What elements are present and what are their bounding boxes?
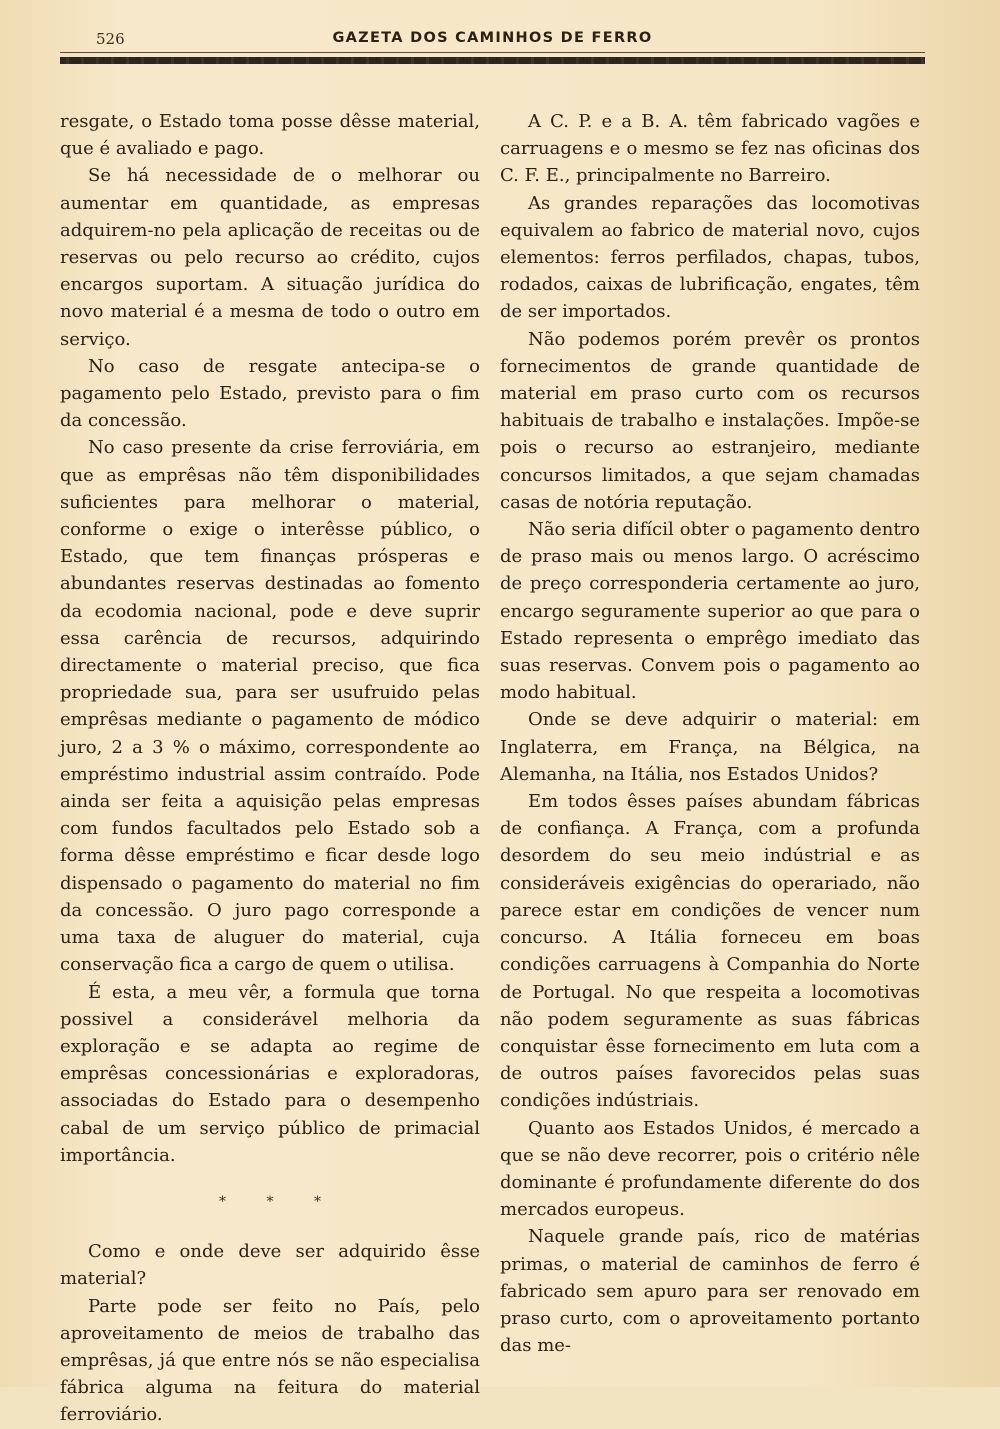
paragraph: Não podemos porém prevêr os prontos fornecimentos de grande quantidade de material em praso curto com os recursos habituais de trabalho e instalações. Impõe-se pois o recurso ao estranjeiro, mediante concursos limitados, a que sejam chamadas casas de notória reputação. xyxy=(500,328,920,513)
paragraph: A C. P. e a B. A. têm fabricado vagões e carruagens e o mesmo se fez nas oficinas dos C. F. E., principalmente no Barreiro. xyxy=(500,111,920,187)
left-column xyxy=(60,108,480,1429)
paragraph: Quanto aos Estados Unidos, é mercado a que se não deve recorrer, pois o critério nêle dominante é profundamente diferente do dos mercados europeus. xyxy=(500,1117,920,1221)
paragraph: Se há necessidade de o melhorar ou aumentar em quantidade, as empresas adquirem-no pela aplicação de receitas ou de reservas ou pelo recurso ao crédito, cujos encargos suportam. A situação jurídica do novo material é a mesma de todo o outro em serviço. xyxy=(60,165,480,350)
page-number: 526 xyxy=(96,30,125,48)
section-separator: * * * xyxy=(219,1193,339,1210)
paragraph: É esta, a meu vêr, a formula que torna possivel a considerável melhoria da exploração e se adapta ao regime de emprêsas concessionárias e exploradoras, associadas do Estado para o desempenho cabal de um serviço público de primacial importância. xyxy=(60,981,480,1166)
running-title: GAZETA DOS CAMINHOS DE FERRO xyxy=(332,30,653,46)
paragraph: Onde se deve adquirir o material: em Inglaterra, em França, na Bélgica, na Alemanha, na Itália, nos Estados Unidos? xyxy=(500,709,920,785)
paragraph: Parte pode ser feito no País, pelo aproveitamento de meios de trabalho das emprêsas, já que entre nós se não especialisa fábrica alguma na feitura do material ferroviário. xyxy=(60,1295,480,1426)
page-header xyxy=(60,26,925,50)
paragraph: Em todos êsses países abundam fábricas de confiança. A França, com a profunda desordem do seu meio indústrial e as consideráveis exigências do operariado, não parece estar em condições de vencer num concurso. A Itália forneceu em boas condições carruagens à Companhia do Norte de Portugal. No que respeita a locomotivas não podem seguramente as suas fábricas conquistar êsse fornecimento em luta com a de outros países favorecidos pelas suas condições indústriais. xyxy=(500,791,920,1112)
header-rule-thin xyxy=(60,52,925,53)
paragraph: resgate, o Estado toma posse dêsse material, que é avaliado e pago. xyxy=(60,111,480,160)
right-column xyxy=(500,108,920,1359)
paragraph: As grandes reparações das locomotivas equivalem ao fabrico de material novo, cujos elementos: ferros perfilados, chapas, tubos, rodados, caixas de lubrificação, engates, têm de ser importados. xyxy=(500,192,920,323)
paragraph: Naquele grande país, rico de matérias primas, o material de caminhos de ferro é fabricado sem apuro para ser renovado em praso curto, com o aproveitamento portanto das me- xyxy=(500,1226,920,1357)
paragraph: Como e onde deve ser adquirido êsse material? xyxy=(60,1241,480,1290)
paragraph: Não seria difícil obter o pagamento dentro de praso mais ou menos largo. O acréscimo de preço corresponderia certamente ao juro, encargo seguramente superior ao que para o Estado representa o emprêgo imediato das suas reservas. Convem pois o pagamento ao modo habitual. xyxy=(500,519,920,704)
paragraph: No caso de resgate antecipa-se o pagamento pelo Estado, previsto para o fim da concessão. xyxy=(60,355,480,432)
paragraph: No caso presente da crise ferroviária, em que as emprêsas não têm disponibilidades suficientes para melhorar o material, conforme o exige o interêsse público, o Estado, que tem finanças prósperas e abundantes reservas destinadas ao fomento da ecodomia nacional, pode e deve suprir essa carência de recursos, adquirindo directamente o material preciso, que fica propriedade sua, para ser usufruido pelas emprêsas mediante o pagamento de módico juro, 2 a 3 % o máximo, correspondente ao empréstimo industrial assim contraído. Pode ainda ser feita a aquisição pelas empresas com fundos facultados pelo Estado sob a forma dêsse empréstimo e ficar desde logo dispensado o pagamento do material no fim da concessão. O juro pago corresponde a uma taxa de aluguer do material, cuja conservação fica a cargo de quem o utilisa. xyxy=(60,437,480,976)
header-rule-thick xyxy=(60,57,925,64)
